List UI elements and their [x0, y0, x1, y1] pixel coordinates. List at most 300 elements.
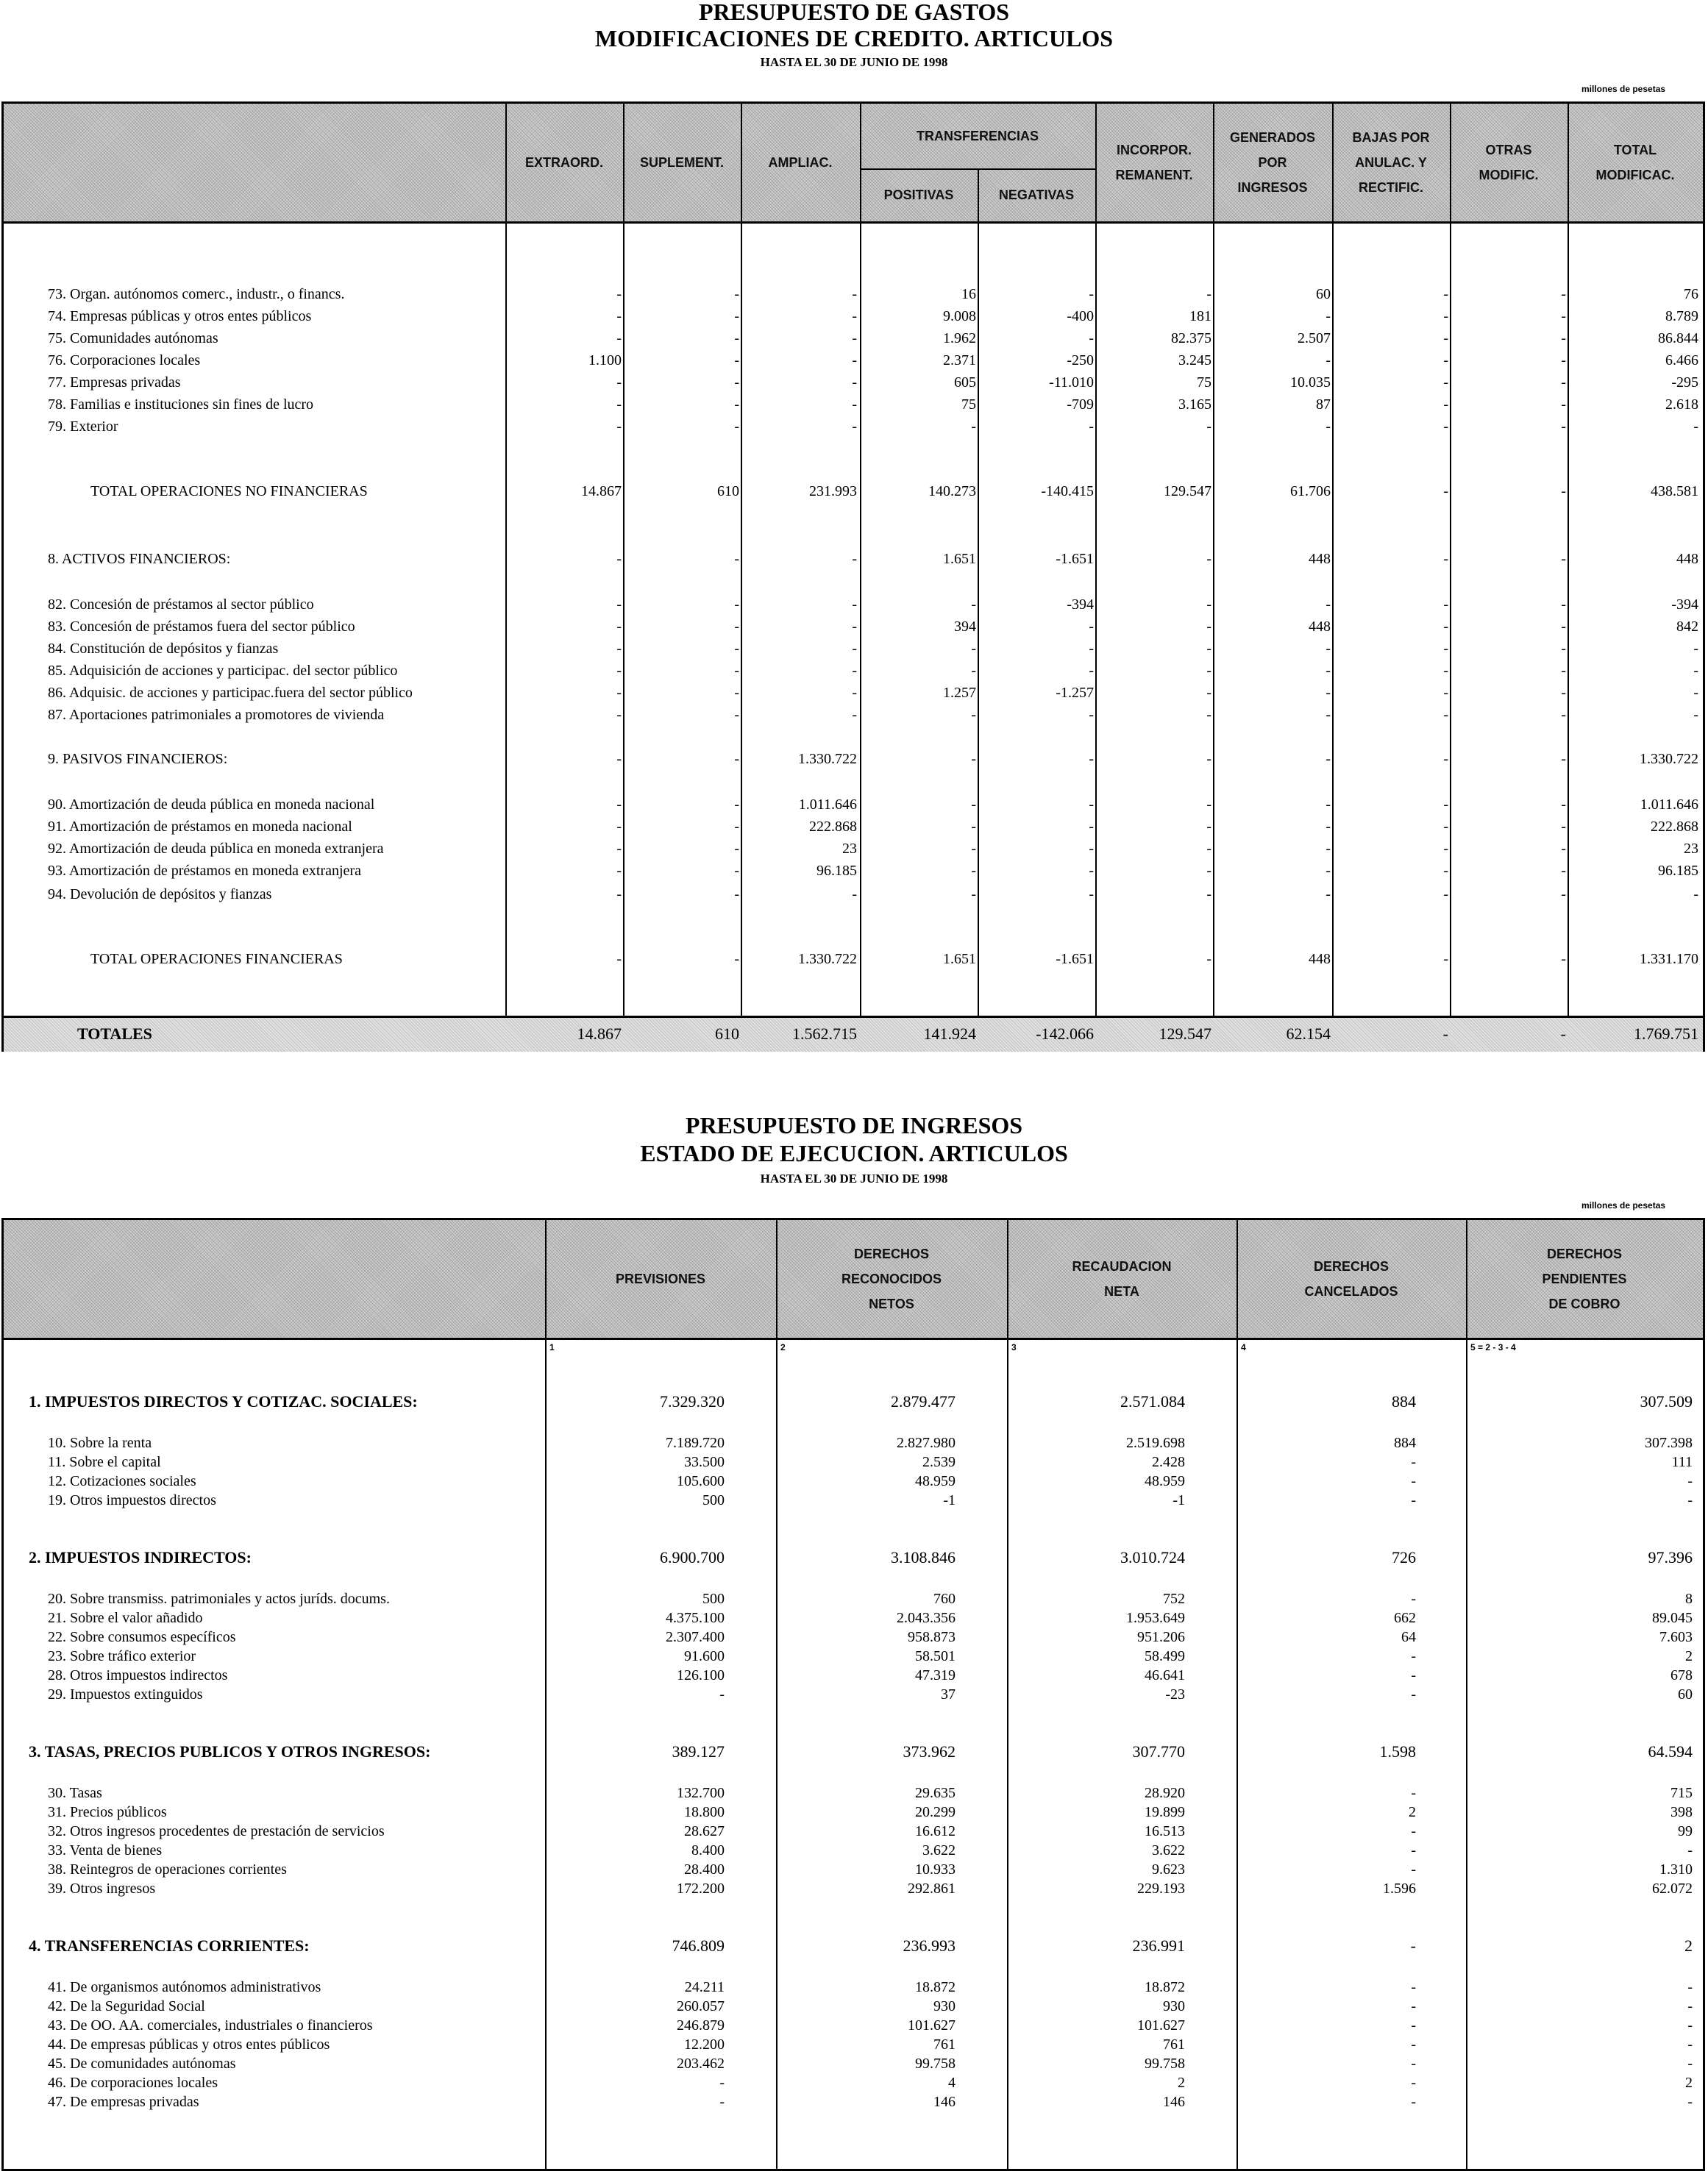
gastos-cell: - — [1443, 286, 1448, 302]
gastos-cell: 222.868 — [809, 819, 857, 835]
gastos-cell: 1.011.646 — [798, 796, 857, 813]
gastos-cell: 9.008 — [943, 308, 976, 324]
ingresos-cell: 4.375.100 — [666, 1610, 725, 1626]
gastos-row — [4, 638, 1703, 660]
gastos-cell: - — [1206, 418, 1211, 435]
gastos-cell: 448 — [1309, 551, 1331, 567]
ingresos-row — [4, 2016, 1703, 2035]
ingresos-cell: 3.010.724 — [1120, 1548, 1185, 1567]
gastos-cell: - — [1326, 308, 1331, 324]
gastos-cell: - — [1561, 619, 1566, 635]
totales-cell: - — [1442, 1024, 1448, 1043]
ingresos-cell: - — [1687, 1473, 1693, 1489]
gastos-cell: - — [1443, 951, 1448, 967]
ingresos-cell: 37 — [941, 1686, 956, 1703]
ingresos-cell: 2.428 — [1152, 1454, 1185, 1470]
ingresos-cell: 7.603 — [1659, 1629, 1693, 1645]
gastos-cell: - — [1206, 619, 1211, 635]
gastos-cell: - — [1443, 330, 1448, 346]
gastos-cell: - — [971, 886, 976, 902]
gastos-row — [4, 480, 1703, 502]
gastos-cell: - — [1561, 374, 1566, 391]
ingresos-cell: 2.539 — [922, 1454, 956, 1470]
gastos-cell: -394 — [1671, 596, 1698, 613]
ingresos-cell: 398 — [1670, 1804, 1693, 1820]
gastos-date: HASTA EL 30 DE JUNIO DE 1998 — [760, 55, 948, 69]
ingresos-cell: 91.600 — [684, 1648, 725, 1664]
ingresos-cell: 3.622 — [922, 1842, 956, 1858]
gastos-cell: - — [1443, 685, 1448, 701]
gastos-cell: - — [734, 286, 739, 302]
gastos-cell: 2.507 — [1298, 330, 1331, 346]
header-derechos-reconocidos: DERECHOS RECONOCIDOS NETOS — [841, 1246, 942, 1312]
gastos-cell: - — [852, 551, 857, 567]
gastos-table — [1, 101, 1705, 1052]
gastos-cell: - — [734, 352, 739, 368]
ingresos-cell: 930 — [1163, 1998, 1185, 2014]
gastos-row — [4, 748, 1703, 770]
gastos-cell: - — [1561, 685, 1566, 701]
ingresos-row-label: 21. Sobre el valor añadido — [48, 1610, 203, 1626]
gastos-row-label: 85. Adquisición de acciones y participac. del sector público — [48, 663, 398, 679]
gastos-row — [4, 305, 1703, 327]
gastos-row — [4, 794, 1703, 816]
ingresos-cell: 101.627 — [908, 2017, 956, 2034]
ingresos-row — [4, 1453, 1703, 1472]
ingresos-row — [4, 1666, 1703, 1685]
gastos-cell: - — [852, 685, 857, 701]
gastos-cell: - — [1693, 886, 1698, 902]
col-number-3: 3 — [1011, 1342, 1017, 1352]
gastos-cell: 1.257 — [943, 685, 976, 701]
gastos-row — [4, 704, 1703, 726]
gastos-cell: 1.962 — [943, 330, 976, 346]
gastos-row-label: 90. Amortización de deuda pública en moneda nacional — [48, 796, 375, 813]
ingresos-row — [4, 1803, 1703, 1822]
gastos-row — [4, 660, 1703, 682]
gastos-cell: 448 — [1676, 551, 1698, 567]
gastos-cell: - — [1561, 551, 1566, 567]
ingresos-row — [4, 1860, 1703, 1879]
gastos-cell: 1.651 — [943, 551, 976, 567]
gastos-row-label: 86. Adquisic. de acciones y participac.fuera del sector público — [48, 685, 413, 701]
ingresos-cell: 111 — [1671, 1454, 1693, 1470]
gastos-cell: - — [616, 685, 622, 701]
header-transferencias: TRANSFERENCIAS — [916, 128, 1039, 143]
gastos-row-label: TOTAL OPERACIONES FINANCIERAS — [90, 951, 343, 967]
ingresos-cell: 62.072 — [1652, 1881, 1693, 1897]
col-number-2: 2 — [780, 1342, 786, 1352]
gastos-row-label: 79. Exterior — [48, 418, 118, 435]
gastos-cell: - — [616, 418, 622, 435]
ingresos-row — [4, 1841, 1703, 1860]
gastos-row — [4, 371, 1703, 393]
ingresos-cell: 203.462 — [677, 2056, 725, 2072]
gastos-cell: - — [616, 863, 622, 879]
gastos-cell: - — [1561, 796, 1566, 813]
gastos-cell: - — [1561, 330, 1566, 346]
ingresos-cell: - — [1687, 1979, 1693, 1995]
ingresos-cell: 229.193 — [1137, 1881, 1185, 1897]
ingresos-cell: 64.594 — [1648, 1742, 1693, 1761]
ingresos-row-label: 32. Otros ingresos procedentes de prestación de servicios — [48, 1823, 385, 1839]
ingresos-row-label: 39. Otros ingresos — [48, 1881, 156, 1897]
ingresos-cell: - — [1411, 1861, 1416, 1878]
gastos-row — [4, 616, 1703, 638]
ingresos-cell: - — [1411, 1591, 1416, 1607]
ingresos-cell: 500 — [702, 1591, 725, 1607]
ingresos-cell: 7.189.720 — [666, 1435, 725, 1451]
ingresos-cell: 1.598 — [1379, 1742, 1416, 1761]
ingresos-row — [4, 1783, 1703, 1803]
gastos-cell: - — [1089, 286, 1094, 302]
ingresos-cell: 7.329.320 — [660, 1392, 725, 1411]
ingresos-cell: - — [1411, 2036, 1416, 2053]
totales-cell: 1.562.715 — [792, 1024, 857, 1043]
gastos-cell: - — [734, 796, 739, 813]
ingresos-cell: - — [1411, 1492, 1416, 1508]
gastos-row-label: 76. Corporaciones locales — [48, 352, 201, 368]
gastos-cell: 60 — [1316, 286, 1331, 302]
header-positivas: POSITIVAS — [883, 187, 954, 202]
ingresos-cell: 662 — [1394, 1610, 1416, 1626]
ingresos-cell: 172.200 — [677, 1881, 725, 1897]
ingresos-cell: - — [1411, 1979, 1416, 1995]
gastos-cell: 1.330.722 — [798, 751, 857, 767]
ingresos-cell: - — [1687, 2056, 1693, 2072]
gastos-cell: - — [1326, 596, 1331, 613]
ingresos-units: millones de pesetas — [1581, 1200, 1666, 1211]
gastos-cell: - — [1443, 819, 1448, 835]
gastos-row-label: TOTAL OPERACIONES NO FINANCIERAS — [90, 483, 368, 499]
ingresos-cell: 99.758 — [1145, 2056, 1185, 2072]
ingresos-row-label: 2. IMPUESTOS INDIRECTOS: — [29, 1548, 252, 1567]
header-negativas: NEGATIVAS — [998, 187, 1075, 202]
gastos-cell: - — [734, 330, 739, 346]
gastos-cell: - — [1206, 751, 1211, 767]
ingresos-row — [4, 1491, 1703, 1510]
ingresos-cell: 64 — [1401, 1629, 1416, 1645]
ingresos-cell: 930 — [933, 1998, 956, 2014]
ingresos-row-label: 47. De empresas privadas — [48, 2094, 199, 2110]
ingresos-cell: 678 — [1670, 1667, 1693, 1683]
gastos-cell: - — [616, 841, 622, 857]
gastos-row-label: 82. Concesión de préstamos al sector público — [48, 596, 314, 613]
gastos-cell: - — [616, 619, 622, 635]
ingresos-cell: 3.108.846 — [891, 1548, 956, 1567]
gastos-cell: - — [1089, 819, 1094, 835]
gastos-cell: - — [616, 596, 622, 613]
ingresos-cell: 2.519.698 — [1126, 1435, 1185, 1451]
gastos-cell: 87 — [1316, 396, 1331, 413]
gastos-cell: - — [1206, 685, 1211, 701]
ingresos-cell: 58.499 — [1145, 1648, 1185, 1664]
gastos-cell: - — [734, 863, 739, 879]
gastos-cell: - — [1326, 641, 1331, 657]
gastos-cell: - — [616, 796, 622, 813]
ingresos-row-label: 33. Venta de bienes — [48, 1842, 163, 1858]
gastos-cell: - — [971, 418, 976, 435]
ingresos-cell: - — [1411, 1473, 1416, 1489]
ingresos-cell: - — [1687, 2036, 1693, 2053]
header-suplement: SUPLEMENT. — [639, 154, 724, 170]
gastos-row-label: 94. Devolución de depósitos y fianzas — [48, 886, 272, 902]
gastos-row-label: 77. Empresas privadas — [48, 374, 181, 391]
gastos-cell: - — [1561, 596, 1566, 613]
gastos-cell: - — [1089, 751, 1094, 767]
totales-values — [4, 1022, 1703, 1047]
gastos-cell: - — [1443, 374, 1448, 391]
ingresos-cell: - — [1411, 1648, 1416, 1664]
gastos-cell: 96.185 — [1658, 863, 1698, 879]
ingresos-row-label: 10. Sobre la renta — [48, 1435, 152, 1451]
ingresos-cell: 89.045 — [1652, 1610, 1693, 1626]
gastos-cell: 2.618 — [1665, 396, 1698, 413]
gastos-units: millones de pesetas — [1581, 84, 1666, 94]
gastos-cell: - — [616, 951, 622, 967]
header-ampliac: AMPLIAC. — [768, 154, 833, 170]
gastos-cell: - — [1326, 707, 1331, 723]
gastos-cell: - — [971, 707, 976, 723]
gastos-cell: - — [616, 374, 622, 391]
gastos-cell: - — [1561, 286, 1566, 302]
ingresos-row — [4, 2035, 1703, 2054]
ingresos-row-label: 45. De comunidades autónomas — [48, 2056, 236, 2072]
gastos-cell: - — [1326, 841, 1331, 857]
ingresos-cell: 28.920 — [1145, 1785, 1185, 1801]
gastos-cell: 438.581 — [1651, 483, 1698, 499]
gastos-cell: - — [734, 951, 739, 967]
ingresos-row-label: 20. Sobre transmiss. patrimoniales y actos juríds. docums. — [48, 1591, 390, 1607]
gastos-cell: - — [1206, 951, 1211, 967]
gastos-cell: - — [734, 663, 739, 679]
ingresos-group-row — [4, 1548, 1703, 1567]
gastos-cell: - — [1443, 796, 1448, 813]
ingresos-cell: 752 — [1163, 1591, 1185, 1607]
ingresos-cell: 389.127 — [672, 1742, 725, 1761]
gastos-cell: - — [1561, 863, 1566, 879]
gastos-cell: 1.651 — [943, 951, 976, 967]
gastos-cell: - — [852, 596, 857, 613]
gastos-cell: - — [1443, 396, 1448, 413]
ingresos-cell: - — [1687, 2017, 1693, 2034]
gastos-cell: 1.100 — [588, 352, 622, 368]
gastos-cell: - — [1443, 352, 1448, 368]
ingresos-row — [4, 1685, 1703, 1704]
gastos-row — [4, 327, 1703, 349]
ingresos-cell: 16.513 — [1145, 1823, 1185, 1839]
gastos-cell: -250 — [1067, 352, 1094, 368]
ingresos-cell: 760 — [933, 1591, 956, 1607]
gastos-cell: 86.844 — [1658, 330, 1698, 346]
header-cancelados: DERECHOS CANCELADOS — [1304, 1258, 1398, 1299]
ingresos-cell: - — [719, 2075, 725, 2091]
gastos-row-label: 87. Aportaciones patrimoniales a promotores de vivienda — [48, 707, 385, 723]
gastos-cell: - — [852, 707, 857, 723]
ingresos-row-label: 38. Reintegros de operaciones corrientes — [48, 1861, 287, 1878]
gastos-cell: - — [852, 641, 857, 657]
gastos-cell: - — [1443, 886, 1448, 902]
col-number-4: 4 — [1241, 1342, 1246, 1352]
ingresos-cell: 715 — [1670, 1785, 1693, 1801]
ingresos-cell: -23 — [1165, 1686, 1185, 1703]
gastos-cell: -400 — [1067, 308, 1094, 324]
gastos-row-label: 78. Familias e instituciones sin fines de lucro — [48, 396, 314, 413]
gastos-cell: - — [616, 286, 622, 302]
gastos-cell: 448 — [1309, 951, 1331, 967]
gastos-cell: - — [734, 418, 739, 435]
gastos-cell: - — [734, 641, 739, 657]
gastos-cell: - — [616, 663, 622, 679]
gastos-cell: - — [971, 663, 976, 679]
gastos-cell: - — [1443, 841, 1448, 857]
header-pendientes: DERECHOS PENDIENTES DE COBRO — [1542, 1246, 1627, 1312]
ingresos-row-label: 29. Impuestos extinguidos — [48, 1686, 203, 1703]
ingresos-cell: 884 — [1392, 1392, 1416, 1411]
ingresos-cell: 146 — [1163, 2094, 1185, 2110]
totales-cell: 14.867 — [577, 1024, 622, 1043]
totales-cell: -142.066 — [1036, 1024, 1094, 1043]
gastos-cell: - — [1561, 396, 1566, 413]
ingresos-cell: 99 — [1678, 1823, 1693, 1839]
gastos-cell: - — [1693, 418, 1698, 435]
gastos-cell: - — [616, 819, 622, 835]
gastos-cell: - — [1326, 796, 1331, 813]
ingresos-table — [1, 1218, 1705, 2171]
ingresos-cell: - — [719, 2094, 725, 2110]
gastos-subtitle: MODIFICACIONES DE CREDITO. ARTICULOS — [594, 25, 1114, 51]
ingresos-cell: 236.993 — [903, 1936, 956, 1955]
ingresos-cell: - — [1411, 2017, 1416, 2034]
ingresos-cell: 46.641 — [1145, 1667, 1185, 1683]
ingresos-cell: 105.600 — [677, 1473, 725, 1489]
ingresos-cell: 2 — [1685, 2075, 1693, 2091]
gastos-cell: - — [734, 886, 739, 902]
gastos-cell: - — [1089, 418, 1094, 435]
header-previsiones: PREVISIONES — [615, 1271, 706, 1286]
ingresos-cell: -1 — [1173, 1492, 1185, 1508]
gastos-cell: - — [1206, 707, 1211, 723]
gastos-cell: 181 — [1189, 308, 1211, 324]
gastos-cell: -1.651 — [1056, 951, 1094, 967]
gastos-cell: 75 — [1197, 374, 1211, 391]
gastos-cell: 23 — [842, 841, 857, 857]
gastos-cell: - — [1206, 551, 1211, 567]
ingresos-cell: 2.307.400 — [666, 1629, 725, 1645]
ingresos-cell: 1.596 — [1383, 1881, 1416, 1897]
ingresos-row — [4, 1628, 1703, 1647]
ingresos-row — [4, 1978, 1703, 1997]
ingresos-cell: - — [1411, 1667, 1416, 1683]
gastos-cell: - — [1443, 418, 1448, 435]
ingresos-cell: 101.627 — [1137, 2017, 1185, 2034]
ingresos-cell: 28.400 — [684, 1861, 725, 1878]
gastos-cell: - — [1089, 863, 1094, 879]
gastos-cell: - — [734, 685, 739, 701]
gastos-cell: 76 — [1684, 286, 1698, 302]
ingresos-cell: 2 — [1685, 1648, 1693, 1664]
gastos-cell: 3.165 — [1178, 396, 1211, 413]
ingresos-cell: 126.100 — [677, 1667, 725, 1683]
ingresos-cell: - — [1410, 1936, 1416, 1955]
gastos-row-label: 93. Amortización de préstamos en moneda extranjera — [48, 863, 361, 879]
header-bajas: BAJAS POR ANULAC. Y RECTIFIC. — [1352, 129, 1430, 196]
ingresos-row-label: 23. Sobre tráfico exterior — [48, 1648, 196, 1664]
gastos-cell: - — [1443, 308, 1448, 324]
ingresos-cell: 8 — [1685, 1591, 1693, 1607]
gastos-cell: 1.330.722 — [1640, 751, 1698, 767]
totales-label: TOTALES — [77, 1024, 152, 1043]
gastos-cell: - — [1089, 707, 1094, 723]
gastos-cell: - — [1693, 685, 1698, 701]
ingresos-cell: - — [1687, 1842, 1693, 1858]
ingresos-row — [4, 2073, 1703, 2092]
ingresos-row-label: 1. IMPUESTOS DIRECTOS Y COTIZAC. SOCIALES: — [29, 1392, 418, 1411]
gastos-cell: - — [1326, 418, 1331, 435]
gastos-row — [4, 416, 1703, 438]
gastos-row-label: 9. PASIVOS FINANCIEROS: — [48, 751, 228, 767]
gastos-cell: - — [734, 551, 739, 567]
gastos-cell: - — [1326, 819, 1331, 835]
gastos-cell: - — [734, 308, 739, 324]
ingresos-cell: 48.959 — [915, 1473, 956, 1489]
ingresos-cell: 58.501 — [915, 1648, 956, 1664]
gastos-cell: - — [1443, 707, 1448, 723]
gastos-cell: - — [1326, 685, 1331, 701]
ingresos-cell: 132.700 — [677, 1785, 725, 1801]
gastos-cell: -1.257 — [1056, 685, 1094, 701]
ingresos-cell: 19.899 — [1145, 1804, 1185, 1820]
gastos-cell: 10.035 — [1290, 374, 1331, 391]
ingresos-row-label: 12. Cotizaciones sociales — [48, 1473, 196, 1489]
ingresos-cell: 260.057 — [677, 1998, 725, 2014]
ingresos-cell: 48.959 — [1145, 1473, 1185, 1489]
gastos-cell: - — [1089, 841, 1094, 857]
ingresos-cell: 10.933 — [915, 1861, 956, 1878]
gastos-cell: 231.993 — [809, 483, 857, 499]
gastos-cell: - — [852, 886, 857, 902]
gastos-cell: - — [1089, 796, 1094, 813]
gastos-cell: - — [1206, 796, 1211, 813]
ingresos-cell: 236.991 — [1132, 1936, 1185, 1955]
ingresos-row-label: 42. De la Seguridad Social — [48, 1998, 205, 2014]
totales-cell: - — [1560, 1024, 1566, 1043]
gastos-cell: 610 — [717, 483, 739, 499]
gastos-cell: - — [734, 707, 739, 723]
ingresos-cell: 2.827.980 — [897, 1435, 956, 1451]
gastos-row — [4, 349, 1703, 371]
gastos-cell: -709 — [1067, 396, 1094, 413]
ingresos-row-label: 19. Otros impuestos directos — [48, 1492, 216, 1508]
gastos-cell: - — [852, 374, 857, 391]
ingresos-cell: 18.872 — [1145, 1979, 1185, 1995]
ingresos-row — [4, 1879, 1703, 1898]
ingresos-row-label: 4. TRANSFERENCIAS CORRIENTES: — [29, 1936, 310, 1955]
gastos-cell: - — [852, 308, 857, 324]
gastos-cell: -1.651 — [1056, 551, 1094, 567]
ingresos-row-label: 22. Sobre consumos específicos — [48, 1629, 236, 1645]
gastos-cell: - — [1561, 352, 1566, 368]
gastos-cell: -295 — [1671, 374, 1698, 391]
ingresos-group-row — [4, 1392, 1703, 1411]
gastos-cell: -11.010 — [1049, 374, 1094, 391]
ingresos-cell: 292.861 — [908, 1881, 956, 1897]
ingresos-cell: 1.953.649 — [1126, 1610, 1185, 1626]
ingresos-row-label: 28. Otros impuestos indirectos — [48, 1667, 228, 1683]
ingresos-cell: 884 — [1394, 1435, 1416, 1451]
gastos-row-label: 83. Concesión de préstamos fuera del sector público — [48, 619, 355, 635]
gastos-row — [4, 393, 1703, 416]
